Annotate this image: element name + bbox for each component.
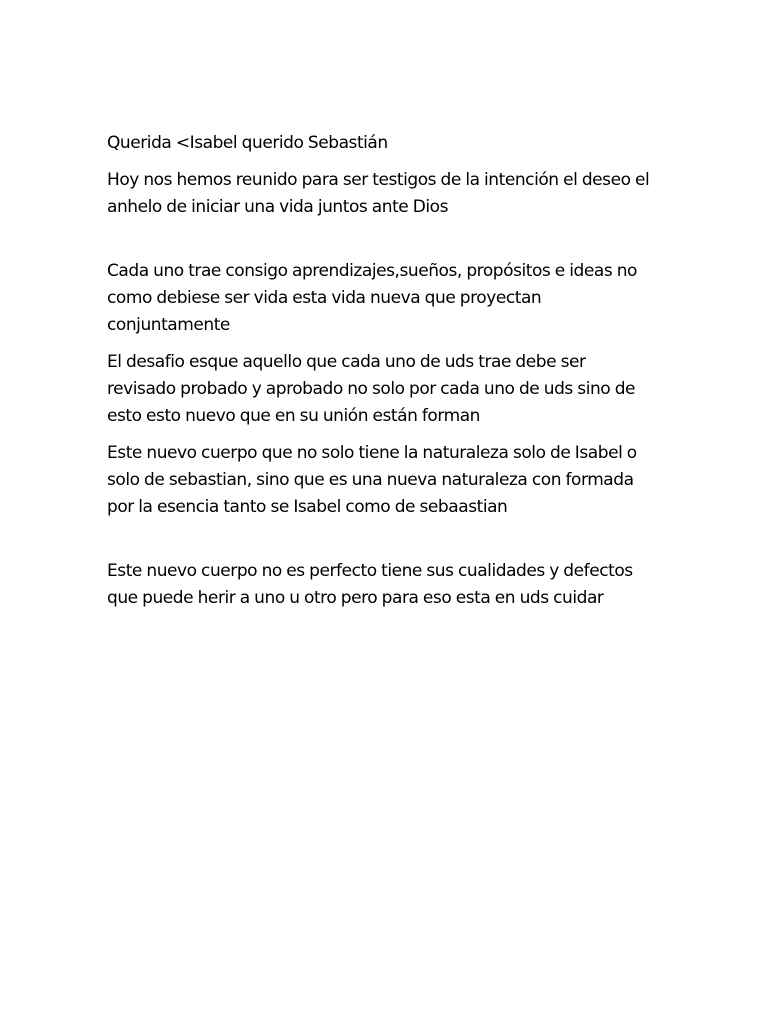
greeting-line: Querida <Isabel querido Sebastián bbox=[107, 133, 388, 153]
paragraph-4-line-2: solo de sebastian, sino que es una nueva naturaleza con formada bbox=[107, 470, 634, 490]
document-body bbox=[107, 130, 687, 612]
paragraph-3-line-3: esto esto nuevo que en su unión están forman bbox=[107, 406, 481, 426]
paragraph-4-line-1: Este nuevo cuerpo que no solo tiene la naturaleza solo de Isabel o bbox=[107, 443, 637, 463]
paragraph-4-line-3: por la esencia tanto se Isabel como de sebaastian bbox=[107, 497, 508, 517]
paragraph-1-line-1: Hoy nos hemos reunido para ser testigos de la intención el deseo el bbox=[107, 170, 650, 190]
paragraph-5 bbox=[107, 558, 687, 612]
paragraph-3-line-1: El desafio esque aquello que cada uno de uds trae debe ser bbox=[107, 352, 586, 372]
paragraph-5-line-1: Este nuevo cuerpo no es perfecto tiene sus cualidades y defectos bbox=[107, 561, 633, 581]
paragraph-2-line-3: conjuntamente bbox=[107, 315, 230, 335]
paragraph-1 bbox=[107, 167, 687, 221]
paragraph-5-line-2: que puede herir a uno u otro pero para eso esta en uds cuidar bbox=[107, 588, 604, 608]
paragraph-3 bbox=[107, 349, 687, 430]
paragraph-4 bbox=[107, 440, 687, 521]
paragraph-2 bbox=[107, 258, 687, 339]
paragraph-2-line-2: como debiese ser vida esta vida nueva que proyectan bbox=[107, 288, 542, 308]
paragraph-2-line-1: Cada uno trae consigo aprendizajes,sueños, propósitos e ideas no bbox=[107, 261, 637, 281]
paragraph-3-line-2: revisado probado y aprobado no solo por cada uno de uds sino de bbox=[107, 379, 636, 399]
paragraph-1-line-2: anhelo de iniciar una vida juntos ante Dios bbox=[107, 197, 449, 217]
